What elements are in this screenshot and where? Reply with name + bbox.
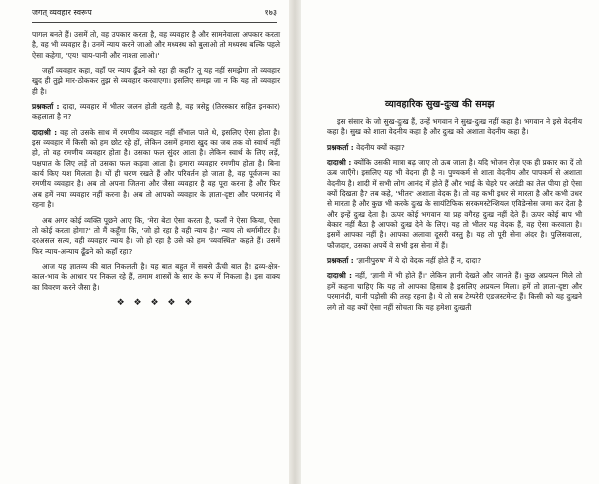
paragraph-text: पागल बनते हैं। उसमें तो, वह उपकार करता है, वह व्यवहार है और सामनेवाला अपकार करता है, वह भी व्यवहार है। उनमें न्याय करने जाओ और मध्यस्थ को बुलाओ तो मध्यस्थ बल्कि पहले ऐसा कहेगा, 'एय! चाय-पानी और नाश्ता लाओ।'	[32, 30, 280, 60]
dialogue-paragraph	[32, 128, 280, 211]
paragraph-text: 'ज्ञानीपुरुष' में ये दो वेदक नहीं होते हैं न, दादा?	[356, 256, 482, 266]
paragraph-text: आज यह ज्ञातव्य की बात निकलती है। यह बात बहुत में सबसे ऊँची बात है! द्रव्य-क्षेत्र-काल-भाव के आधार पर निकल रहे हैं, तमाम शास्त्रों के सार के रूप में निकला है। इस वाक्य का विवरण करने जैसा है।	[32, 261, 280, 292]
speaker-label: प्रश्नकर्ता :	[327, 142, 354, 152]
left-page	[0, 0, 290, 484]
paragraph-text: दादा, व्यवहार में भीतर जलन होती रहती है, वह त्रसेट्ठ (तिरस्कार सहित इनकार) कहलाता है न?	[32, 102, 280, 122]
running-title: जगत् व्यवहार स्वरूप	[32, 8, 92, 17]
speaker-label: दादाश्री :	[32, 127, 58, 137]
page-header	[32, 7, 277, 19]
dialogue-paragraph	[32, 102, 280, 123]
paragraph-text: नहीं, 'ज्ञानी में भी होते हैं।' लेकिन ज्ञानी देखते और जानते हैं। कुछ अप्रयत्न मिले तो हमें कहना चाहिए कि यह तो आपका हिसाब है इसलिए अप्रयत्न मिला। हमें तो ज्ञाता-दृष्टा और परमानंदी, यानी पड़ोसी की तरह रहना है। ये तो सब टेम्परेरी एडजस्टमेन्ट हैं। किसी को यह दुःखने लगे तो वह क्यों ऐसा नहीं सोचता कि यह हमेशा दुःखती	[327, 271, 583, 312]
section-end-ornament: ❖ ❖ ❖ ❖ ❖	[116, 297, 196, 308]
paragraph	[327, 117, 582, 138]
speaker-label: दादाश्री :	[327, 271, 352, 281]
paragraph	[32, 66, 280, 97]
dialogue-paragraph	[327, 158, 582, 251]
paragraph-text: अब अगर कोई व्यक्ति पूछने आए कि, 'मेरा बेटा ऐसा करता है, फलाँ ने ऐसा किया, ऐसा तो कोई करता होगा?' तो मैं कहूँगा कि, 'जो हो रहा है वही न्याय है।' न्याय तो थर्मामीटर है। दरअसल सत्य, वही व्यवहार न्याय है। जो हो रहा है उसे को हम 'व्यवस्थित' कहते हैं। उसमें फिर न्याय-अन्याय ढूँढने को कहाँ रहा?	[32, 215, 280, 256]
paragraph-text: इस संसार के जो सुख-दुःख हैं, उन्हें भगवान ने सुख-दुःख नहीं कहा है। भगवान ने इसे वेदनीय कहा है। सुख को शाता वेदनीय कहा है और दुःख को अशाता वेदनीय कहा है।	[327, 117, 582, 137]
right-page	[300, 0, 599, 484]
paragraph	[32, 30, 280, 61]
page-number: १७३	[264, 8, 277, 17]
header-rule	[32, 22, 277, 23]
dialogue-paragraph	[327, 256, 582, 266]
section-title: व्यावहारिक सुख-दुःख की समझ	[385, 99, 495, 110]
paragraph	[32, 216, 280, 257]
speaker-label: प्रश्नकर्ता :	[32, 102, 60, 112]
paragraph-text: जहाँ व्यवहार कहा, वहाँ पर न्याय ढूँढने को रहा ही कहाँ? तू यह नहीं समझेगा तो व्यवहार खुद ही तुझे मार-ठोककर तुझ से व्यवहार करवाएगा। इसलिए समझ जा न कि यह तो व्यवहार ही है।	[32, 66, 280, 96]
left-body-text	[32, 30, 280, 308]
paragraph-text: क्योंकि उसकी मात्रा बढ़ जाए तो ऊब जाता है। यदि भोजन रोज़ एक ही प्रकार का दें तो ऊब जाएँगे। इसलिए यह भी वेदना ही है न। पुण्यकर्म से शाता वेदनीय और पापकर्म से अशाता वेदनीय है। शादी में सभी लोग आनंद में होते हैं और भाई के चेहरे पर अरंडी का तेल पीया हो ऐसा क्यों दिखता है? तब कहे, 'भीतर' अशाता वेदक है। तो वह कभी इधर से मारता है और कभी उधर से मारता है और कुछ भी करके दुःख के सायंटिफिक सरकमस्टेन्शियल एविडेन्सेस जमा कर देता है और इन्हें दुःख देता है। ऊपर कोई भगवान या प्रह वगैरह दुःख नहीं देते हैं। ऊपर कोई बाप भी बेकार नहीं बैठा है आपको दुःख देने के लिए। यह तो भीतर यह वेदक हैं, वह ऐसा करवाता है। इसमें आपका नहीं है। आपका अलावा दूसरी वस्तु है। यह तो पूरी सेना अंदर है। पुलिसवाला, फौजदार, उसका अपर्ये वे सभी इस सेना में हैं।	[327, 158, 582, 250]
speaker-label: प्रश्नकर्ता :	[327, 256, 354, 266]
dialogue-paragraph	[327, 271, 582, 312]
right-body-text	[327, 117, 582, 318]
dialogue-paragraph	[327, 143, 582, 153]
paragraph-text: वह तो उसके साथ में रमणीय व्यवहार नहीं सँभाल पाते थे, इसलिए ऐसा होता है। इस व्यवहार में किसी को हम छोट रहे हों, लेकिन उसमें हमारा खुद का जब तक वो स्वार्थ नहीं हो, तो वह रमणीय व्यवहार होता है। उसका फल सुंदर आता है। लेकिन स्वार्थ के लिए लड़ें, पक्षपात के लिए लड़ें तो उसका फल कड़वा आता है। हमारा व्यवहार रमणीय होता है। बिना कार्य किए यश मिलता है। यों ही चरण रखते हैं और परिवर्तन हो जाता है, वह पूर्वजन्म का रमणीय व्यवहार है। अब तो अपना जितना और जैसा व्यवहार है वह पूरा करना है और फिर अब हमें नया व्यवहार नहीं करना है। अब तो आपको व्यवहार के ज्ञाता-दृष्टा और परमानंद में रहना है।	[32, 127, 280, 210]
speaker-label: दादाश्री :	[327, 158, 352, 168]
paragraph	[32, 262, 280, 293]
paragraph-text: वेदनीय क्यों कहा?	[356, 142, 405, 152]
